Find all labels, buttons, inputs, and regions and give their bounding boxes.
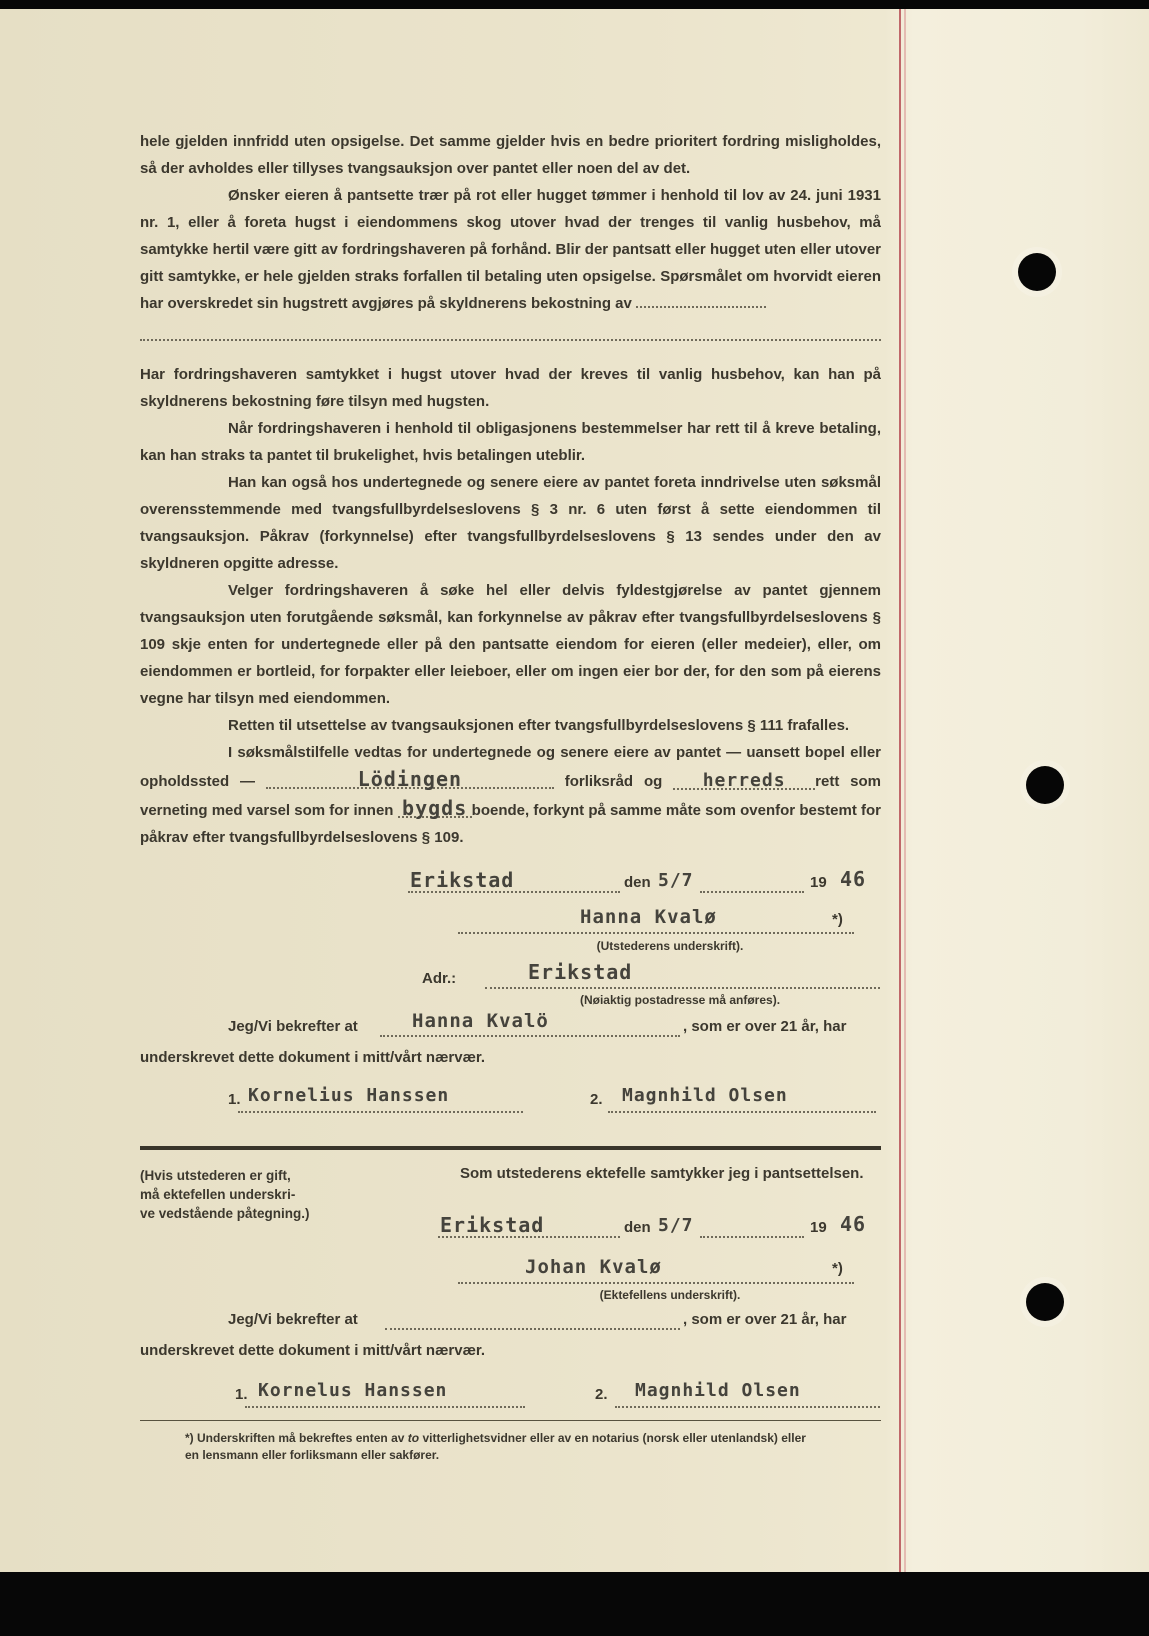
year2-typed: 46 — [840, 1212, 867, 1236]
spouse-signature-caption: (Ektefellens underskrift). — [599, 1288, 741, 1302]
date2-typed: 5/7 — [658, 1215, 694, 1236]
dotted-line — [485, 987, 880, 989]
adr-caption: (Nøiaktig postadresse må anføres). — [579, 993, 781, 1007]
resident-field — [398, 795, 472, 818]
confirm2-suffix-label: , som er over 21 år, har — [683, 1311, 847, 1328]
venue-clause-part1: I søksmålstilfelle vedtas for undertegnede og senere eiere av pantet — uansett bopel eller opholdssted — — [140, 744, 881, 790]
court-typed-value: herreds — [702, 770, 786, 791]
footnote-marker: *) — [832, 1260, 843, 1277]
paragraph-enforcement-clause: Han kan også hos undertegnede og senere eiere av pantet foreta inndrivelse uten søksmål overensstemmende med tvangsfullbyrdelseslovens § 3 nr. 6 uten først å sette eiendommen til tvangsauksjon. Påkrav (forkynnelse) efter tvangsfullbyrdelseslovens § 13 sendes under den av skyldneren opgitte adresse. — [140, 474, 881, 572]
footnote-pre: Underskriften må bekreftes enten av — [197, 1431, 405, 1445]
spouse-consent-text: Som utstederens ektefelle samtykker jeg i pantsettelsen. — [460, 1165, 864, 1182]
section-divider-rule — [140, 1146, 881, 1150]
dotted-line — [458, 932, 854, 934]
witness2b-number: 2. — [595, 1386, 608, 1403]
footnote-section — [140, 1420, 881, 1464]
witness1b-number: 1. — [235, 1386, 248, 1403]
dotted-line — [238, 1111, 523, 1113]
dotted-rule — [140, 339, 881, 341]
dotted-line — [615, 1406, 880, 1408]
spouse-consent-section — [140, 1158, 881, 1418]
court-field — [673, 767, 815, 790]
dotted-line — [458, 1282, 854, 1284]
spouse-note — [140, 1166, 360, 1223]
footnote-post: vitterlighetsvidner eller av en notarius (norsk eller utenlandsk) eller — [422, 1431, 806, 1445]
form-body-text — [140, 128, 881, 851]
margin-line — [899, 9, 901, 1572]
adr-typed: Erikstad — [528, 960, 633, 984]
dotted-line — [380, 1035, 680, 1037]
dotted-blank — [636, 292, 766, 308]
year-prefix-label: 19 — [810, 874, 827, 891]
footnote-marker: *) — [832, 911, 843, 928]
spouse-signature-typed: Johan Kvalø — [525, 1256, 662, 1278]
witness2-typed: Magnhild Olsen — [622, 1085, 788, 1106]
confirm-prefix-label: Jeg/Vi bekrefter at — [228, 1018, 358, 1035]
witness1-number: 1. — [228, 1091, 241, 1108]
venue-clause-part3: rett — [815, 773, 840, 790]
dotted-line — [438, 1236, 620, 1238]
footnote-line2: en lensmann eller forliksmann eller sakfører. — [185, 1448, 440, 1462]
venue-clause-part4: som verneting med varsel som for innen — [140, 773, 882, 819]
issuer-signature-caption: (Utstederens underskrift). — [596, 939, 744, 953]
punch-hole-icon — [1026, 1283, 1064, 1321]
punch-hole-icon — [1026, 766, 1064, 804]
footnote-star: *) — [185, 1431, 194, 1445]
den-label: den — [624, 874, 651, 891]
year-typed: 46 — [840, 867, 867, 891]
witness2-number: 2. — [590, 1091, 603, 1108]
paragraph-timber-clause — [140, 182, 881, 317]
confirm2-line2-label: underskrevet dette dokument i mitt/vårt nærvær. — [140, 1342, 486, 1359]
spouse-note-line2: må ektefellen underskri- — [140, 1187, 296, 1202]
dotted-line — [700, 891, 804, 893]
venue-clause-part2: forliksråd og — [564, 773, 663, 790]
issuer-signature-section — [140, 863, 881, 1146]
witness1-typed: Kornelius Hanssen — [248, 1085, 450, 1106]
dotted-line — [245, 1406, 525, 1408]
paragraph-payment-clause: Når fordringshaveren i henhold til obligasjonens bestemmelser har rett til å kreve betaling, kan han straks ta pantet til brukelighet, hvis betalingen uteblir. — [140, 420, 881, 464]
venue-typed-value: Lödingen — [357, 767, 463, 791]
confirm-suffix-label: , som er over 21 år, har — [683, 1018, 847, 1035]
date-typed: 5/7 — [658, 870, 694, 891]
punch-hole-icon — [1018, 253, 1056, 291]
witness2b-typed: Magnhild Olsen — [635, 1380, 801, 1401]
paragraph-auction-clause: Velger fordringshaveren å søke hel eller delvis fyldestgjørelse av pantet gjennem tvangsauksjon uten forutgående søksmål, kan forkynnelse av påkrav efter tvangsfullbyrdelseslovens § 109 skje enten for undertegnede eller på den pantsatte eiendom for eieren (eller medeier), eller, om eiendommen er bortleid, for forpakter eller leieboer, eller om ingen eier bor der, for den som på eierens vegne har tilsyn med eiendommen. — [140, 582, 881, 707]
spouse-note-line3: ve vedstående påtegning.) — [140, 1206, 310, 1221]
footnote-text — [140, 1430, 881, 1464]
paragraph-venue-clause — [140, 739, 881, 851]
paragraph-timber-text: Ønsker eieren å pantsette trær på rot eller hugget tømmer i henhold til lov av 24. juni 1931 nr. 1, eller å foreta hugst i eiendommens skog utover hvad der trenges til vanlig husbehov, må samtykke hertil være gitt av fordringshaveren på forhånd. Blir der pantsatt eller hugget uten eller utover gitt samtykke, er hele gjelden straks forfallen til betaling uten opsigelse. Spørsmålet om hvorvidt eieren har overskredet sin hugstrett avgjøres på skyldnerens bekostning av — [140, 187, 881, 312]
paragraph-default-clause: hele gjelden innfridd uten opsigelse. Det samme gjelder hvis en bedre prioritert fordring misligholdes, så der avholdes eller tillyses tvangsauksjon over pantet eller noen del av det. — [140, 133, 881, 177]
confirm2-prefix-label: Jeg/Vi bekrefter at — [228, 1311, 358, 1328]
place2-typed: Erikstad — [440, 1213, 545, 1237]
venue-clause-part5: boende, forkynt på samme måte som ovenfor bestemt for påkrav efter tvangsfullbyrdelseslovens § 109. — [140, 802, 882, 846]
paragraph-postponement-clause: Retten til utsettelse av tvangsauksjonen efter tvangsfullbyrdelseslovens § 111 frafalles. — [228, 717, 850, 734]
spouse-note-line1: (Hvis utstederen er gift, — [140, 1168, 291, 1183]
confirm-name-typed: Hanna Kvalö — [412, 1010, 549, 1032]
dotted-line — [700, 1236, 804, 1238]
confirm-line2-label: underskrevet dette dokument i mitt/vårt nærvær. — [140, 1049, 486, 1066]
adr-label: Adr.: — [422, 970, 457, 987]
year2-prefix-label: 19 — [810, 1219, 827, 1236]
margin-line-shadow — [904, 9, 906, 1572]
resident-typed-value: bygds — [402, 796, 468, 820]
paragraph-supervision-clause: Har fordringshaveren samtykket i hugst utover hvad der kreves til vanlig husbehov, kan han på skyldnerens bekostning føre tilsyn med hugsten. — [140, 366, 881, 410]
dotted-line — [385, 1328, 680, 1330]
witness1b-typed: Kornelus Hanssen — [258, 1380, 448, 1401]
dotted-line — [608, 1111, 876, 1113]
venue-field — [266, 766, 554, 789]
footnote-italic-word: to — [407, 1431, 420, 1445]
den2-label: den — [624, 1219, 651, 1236]
dotted-line — [408, 891, 620, 893]
place-typed: Erikstad — [410, 868, 515, 892]
issuer-signature-typed: Hanna Kvalø — [580, 906, 717, 928]
